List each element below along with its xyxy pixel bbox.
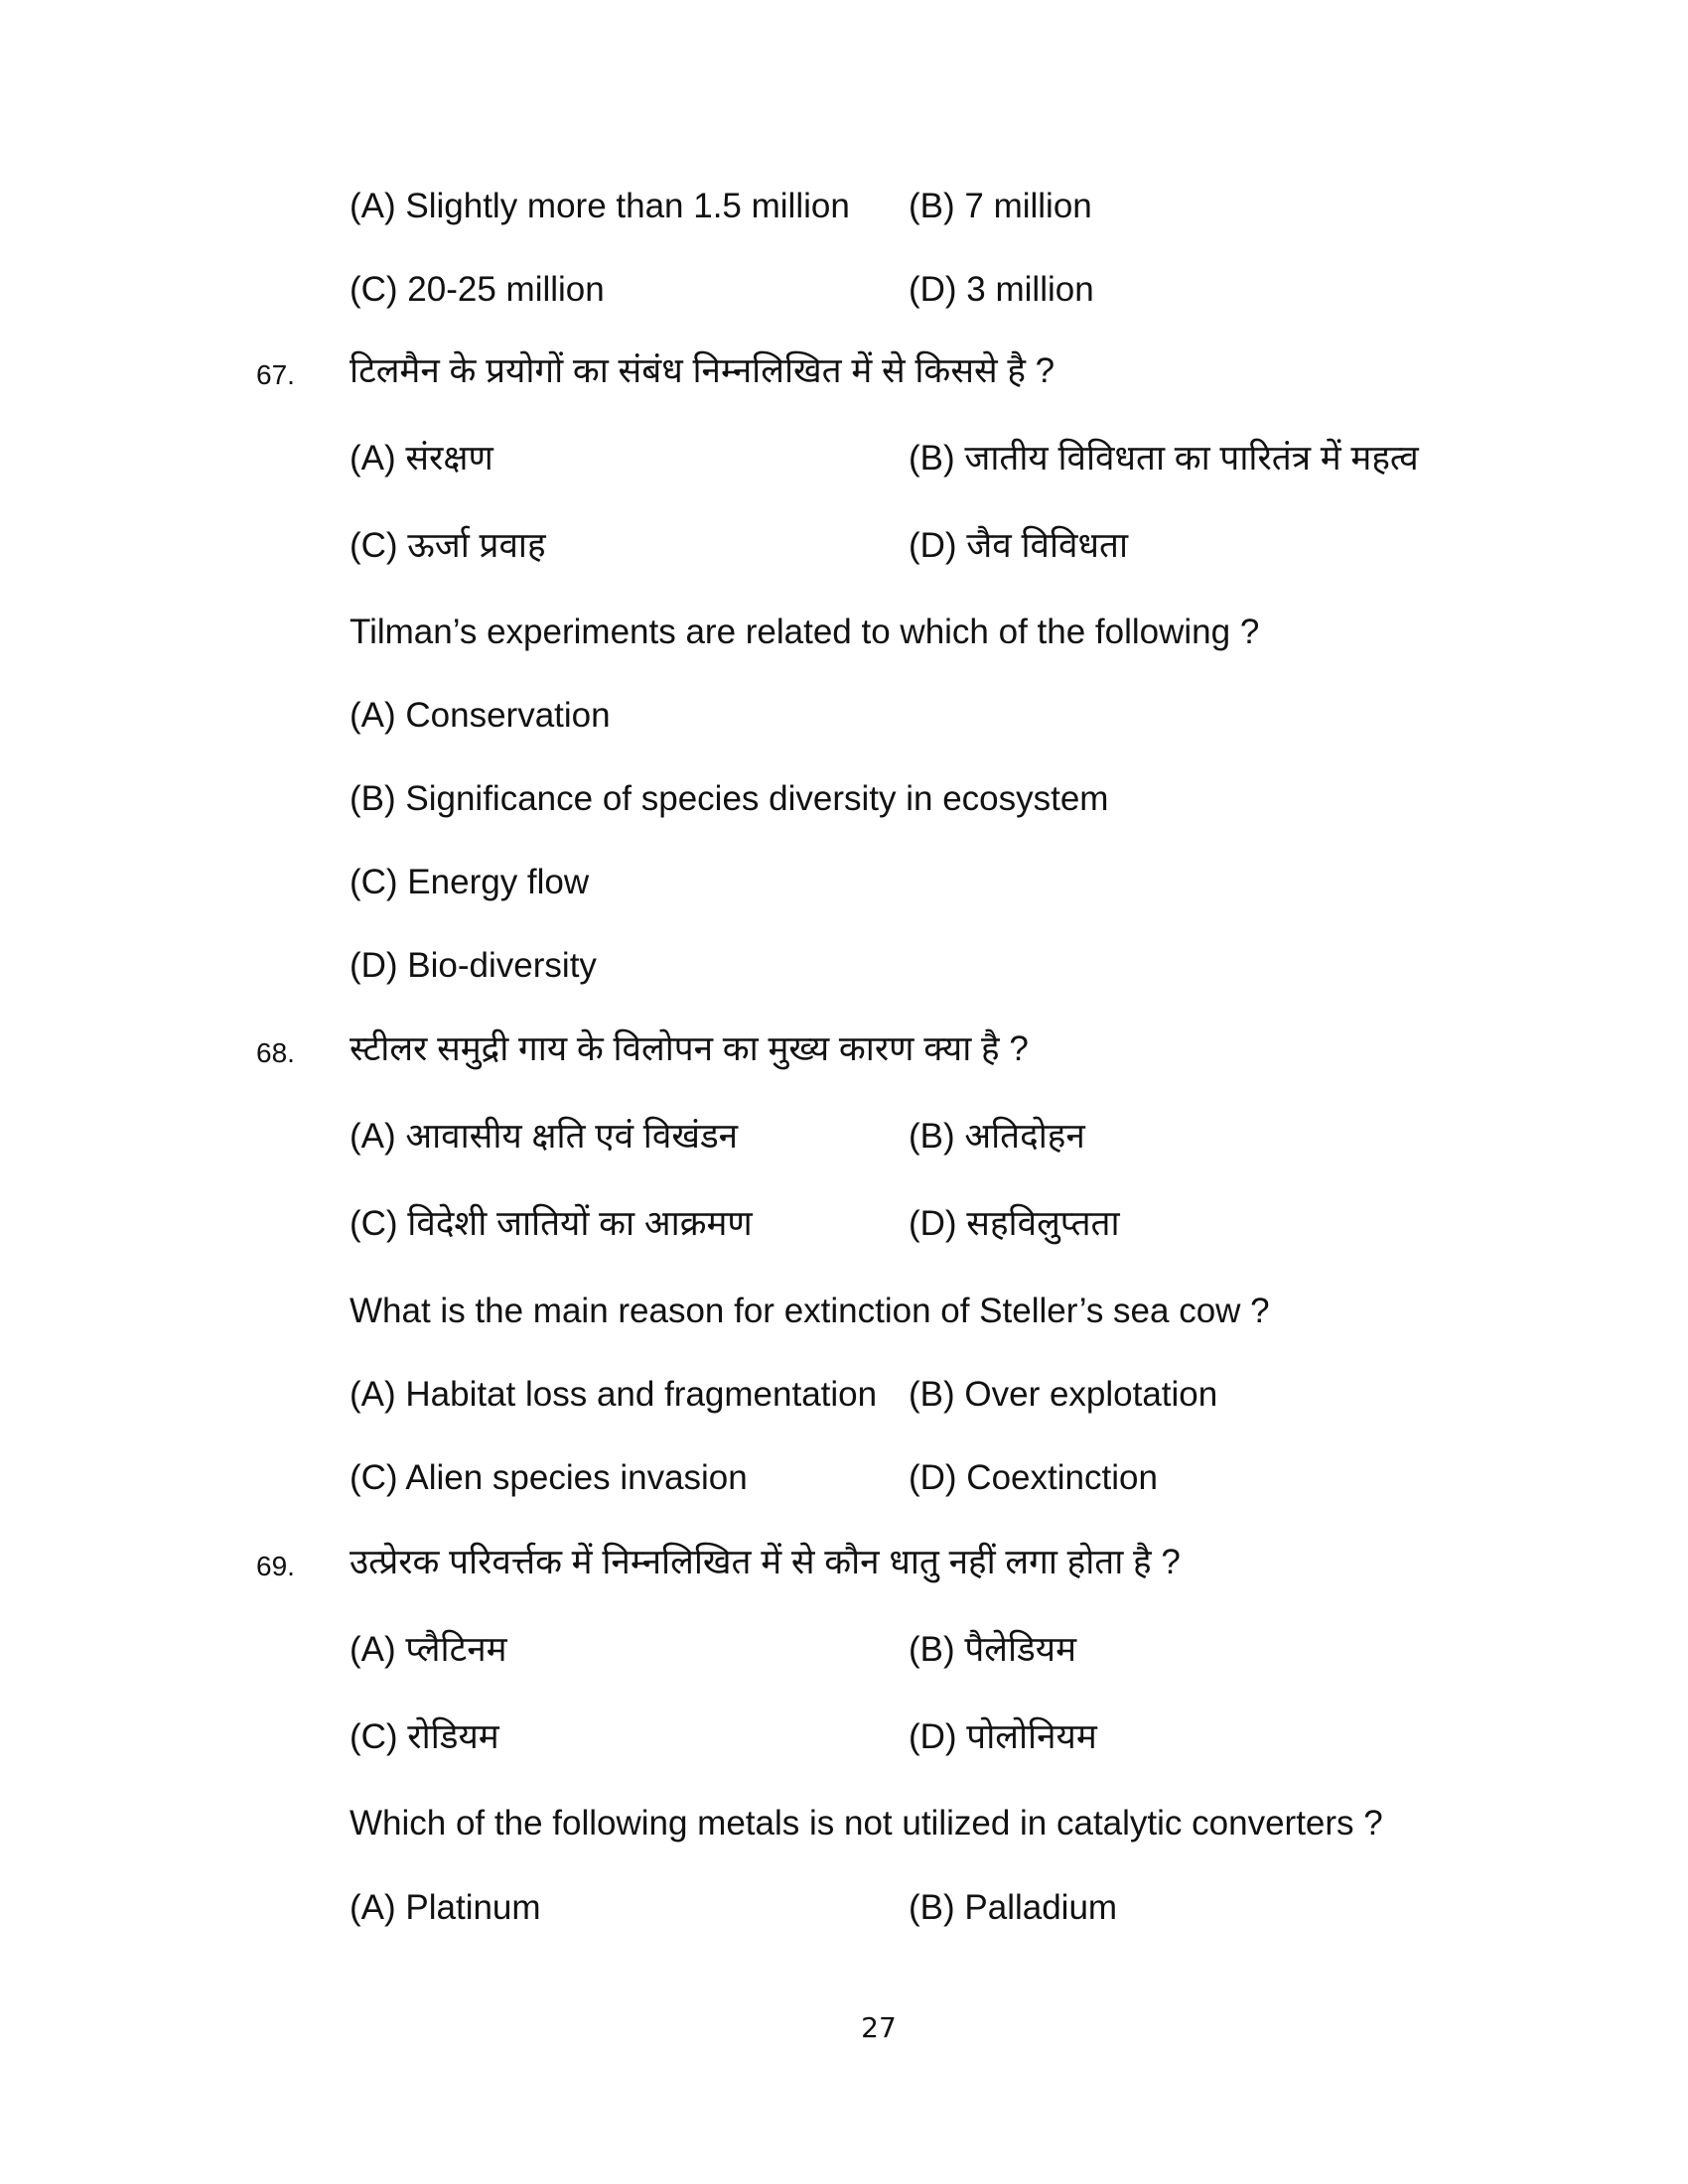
question-67-english-option-d: (D) Bio-diversity <box>350 946 597 985</box>
question-67-english-text: Tilman’s experiments are related to which of the following ? <box>350 613 1260 651</box>
prev-option-b: (B) 7 million <box>909 187 1092 225</box>
prev-option-a: (A) Slightly more than 1.5 million <box>350 187 850 225</box>
question-68-hindi-option-b: (B) अतिदोहन <box>909 1117 1085 1156</box>
question-69-english-option-a: (A) Platinum <box>350 1888 541 1927</box>
question-69-hindi-option-a: (A) प्लैटिनम <box>350 1630 507 1669</box>
question-68-english-option-d: (D) Coextinction <box>909 1458 1158 1497</box>
question-68-english-text: What is the main reason for extinction of Steller’s sea cow ? <box>350 1292 1270 1330</box>
prev-option-d: (D) 3 million <box>909 270 1094 309</box>
question-68-english-option-a: (A) Habitat loss and fragmentation <box>350 1375 878 1414</box>
question-69-hindi-text: उत्प्रेरक परिवर्त्तक में निम्नलिखित में से कौन धातु नहीं लगा होता है ? <box>350 1543 1181 1581</box>
question-number-69: 69. <box>256 1551 295 1581</box>
question-67-hindi-option-c: (C) ऊर्जा प्रवाह <box>350 526 546 565</box>
question-69-english-text: Which of the following metals is not utilized in catalytic converters ? <box>350 1804 1383 1843</box>
question-number-68: 68. <box>256 1037 295 1068</box>
question-68-hindi-option-d: (D) सहविलुप्तता <box>909 1204 1120 1243</box>
question-69-hindi-option-d: (D) पोलोनियम <box>909 1717 1097 1756</box>
question-68-hindi-option-a: (A) आवासीय क्षति एवं विखंडन <box>350 1117 739 1156</box>
page-number: 27 <box>861 2011 897 2044</box>
question-68-english-option-b: (B) Over explotation <box>909 1375 1218 1414</box>
question-69-hindi-option-b: (B) पैलेडियम <box>909 1630 1077 1669</box>
question-67-hindi-option-d: (D) जैव विविधता <box>909 526 1129 565</box>
question-67-english-option-a: (A) Conservation <box>350 696 611 735</box>
question-number-67: 67. <box>256 359 295 390</box>
question-67-english-option-b: (B) Significance of species diversity in ecosystem <box>350 779 1109 818</box>
question-67-hindi-option-b: (B) जातीय विविधता का पारितंत्र में महत्व <box>909 439 1419 478</box>
question-68-hindi-text: स्टीलर समुद्री गाय के विलोपन का मुख्य कारण क्या है ? <box>350 1029 1029 1068</box>
question-68-english-option-c: (C) Alien species invasion <box>350 1458 748 1497</box>
question-67-hindi-option-a: (A) संरक्षण <box>350 439 493 478</box>
question-68-hindi-option-c: (C) विदेशी जातियों का आक्रमण <box>350 1204 753 1243</box>
question-69-english-option-b: (B) Palladium <box>909 1888 1118 1927</box>
question-69-hindi-option-c: (C) रोडियम <box>350 1717 499 1756</box>
question-67-hindi-text: टिलमैन के प्रयोगों का संबंध निम्नलिखित में से किससे है ? <box>350 351 1055 390</box>
prev-option-c: (C) 20-25 million <box>350 270 605 309</box>
question-67-english-option-c: (C) Energy flow <box>350 863 590 901</box>
